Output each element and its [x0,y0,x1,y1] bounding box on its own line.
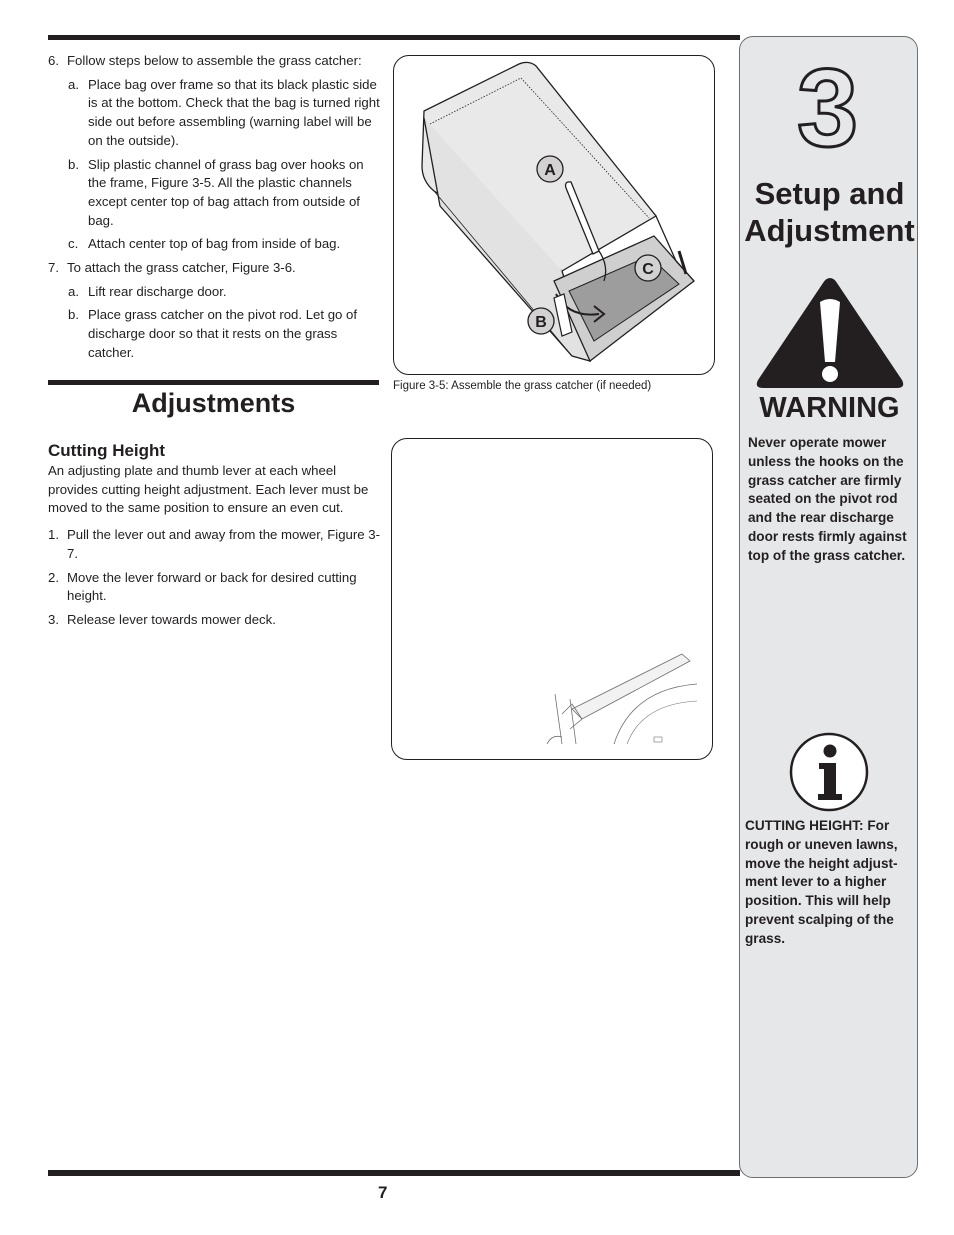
section-title: Adjustments [131,388,296,418]
bottom-rule [48,1170,740,1176]
step-text: To attach the grass catcher, Figure 3-6. [67,260,296,276]
lever-illustration [392,439,712,759]
figure-3-5 [393,55,715,375]
list-item [48,76,383,151]
cutting-height-section [48,441,383,630]
grass-catcher-illustration [394,56,714,374]
callout-b [528,308,554,334]
top-rule [48,35,740,40]
svg-text:A: A [544,162,556,179]
warning-triangle-icon [754,274,906,397]
section-rule [48,380,379,385]
list-item [48,306,383,362]
subsection-heading: Cutting Height [48,441,166,460]
list-item [48,52,383,71]
info-text: CUTTING HEIGHT: For rough or uneven lawns, move the height adjust- ment lever to a higher position. This will help prevent scalping of the grass. [745,818,898,946]
substep-text: Lift rear discharge door. [88,283,227,299]
substep-letter: b. [68,307,79,323]
list-item [48,611,383,630]
list-item [48,283,383,302]
chapter-title-line: Setup and [754,176,905,211]
chapter-number: 3 [797,47,859,170]
assembly-steps [48,52,383,363]
substep-text: Attach center top of bag from inside of bag. [88,236,341,252]
svg-text:B: B [535,314,547,331]
step-number: 6. [48,53,59,68]
step-number: 1. [48,527,59,543]
substep-text: Slip plastic channel of grass bag over hooks on the frame, Figure 3-5. All the plastic channels except center top of bag attach from outside of bag. [88,156,364,228]
warning-label: WARNING [759,392,900,424]
step-text: Follow steps below to assemble the grass catcher: [67,53,362,68]
chapter-title-line: Adjustment [744,213,915,248]
step-text: Release lever towards mower deck. [67,611,276,627]
step-number: 7. [48,260,59,276]
substep-letter: a. [68,76,79,92]
substep-letter: c. [68,236,79,252]
list-item [48,156,383,231]
step-text: Pull the lever out and away from the mower, Figure 3-7. [67,527,380,561]
substep-letter: b. [68,156,79,172]
info-icon [789,732,869,817]
step-number: 2. [48,569,59,585]
callout-a [537,156,563,182]
callout-c [635,255,661,281]
warning-text: Never operate mower unless the hooks on the grass catcher are firmly seated on the pivot rod and the rear discharge door rests firmly against top of the grass catcher. [748,435,907,563]
substep-text: Place grass catcher on the pivot rod. Let go of discharge door so that it rests on the grass catcher. [88,307,358,360]
step-number: 3. [48,611,59,627]
list-item [48,569,383,606]
list-item [48,235,383,254]
page-number: 7 [378,1183,388,1202]
intro-paragraph: An adjusting plate and thumb lever at each wheel provides cutting height adjustment. Each lever must be moved to the same position to ensure an even cut. [48,463,369,516]
figure-3-6 [391,438,713,760]
list-item [48,259,383,278]
list-item [48,526,383,563]
svg-text:C: C [642,261,654,278]
figure-caption: Figure 3-5: Assemble the grass catcher (if needed) [393,380,652,392]
step-text: Move the lever forward or back for desired cutting height. [67,569,357,604]
substep-letter: a. [68,283,79,299]
substep-text: Place bag over frame so that its black plastic side is at the bottom. Check that the bag is turned right side out before assembling (warning label will be on the outside). [88,76,380,148]
chapter-title [741,175,918,249]
